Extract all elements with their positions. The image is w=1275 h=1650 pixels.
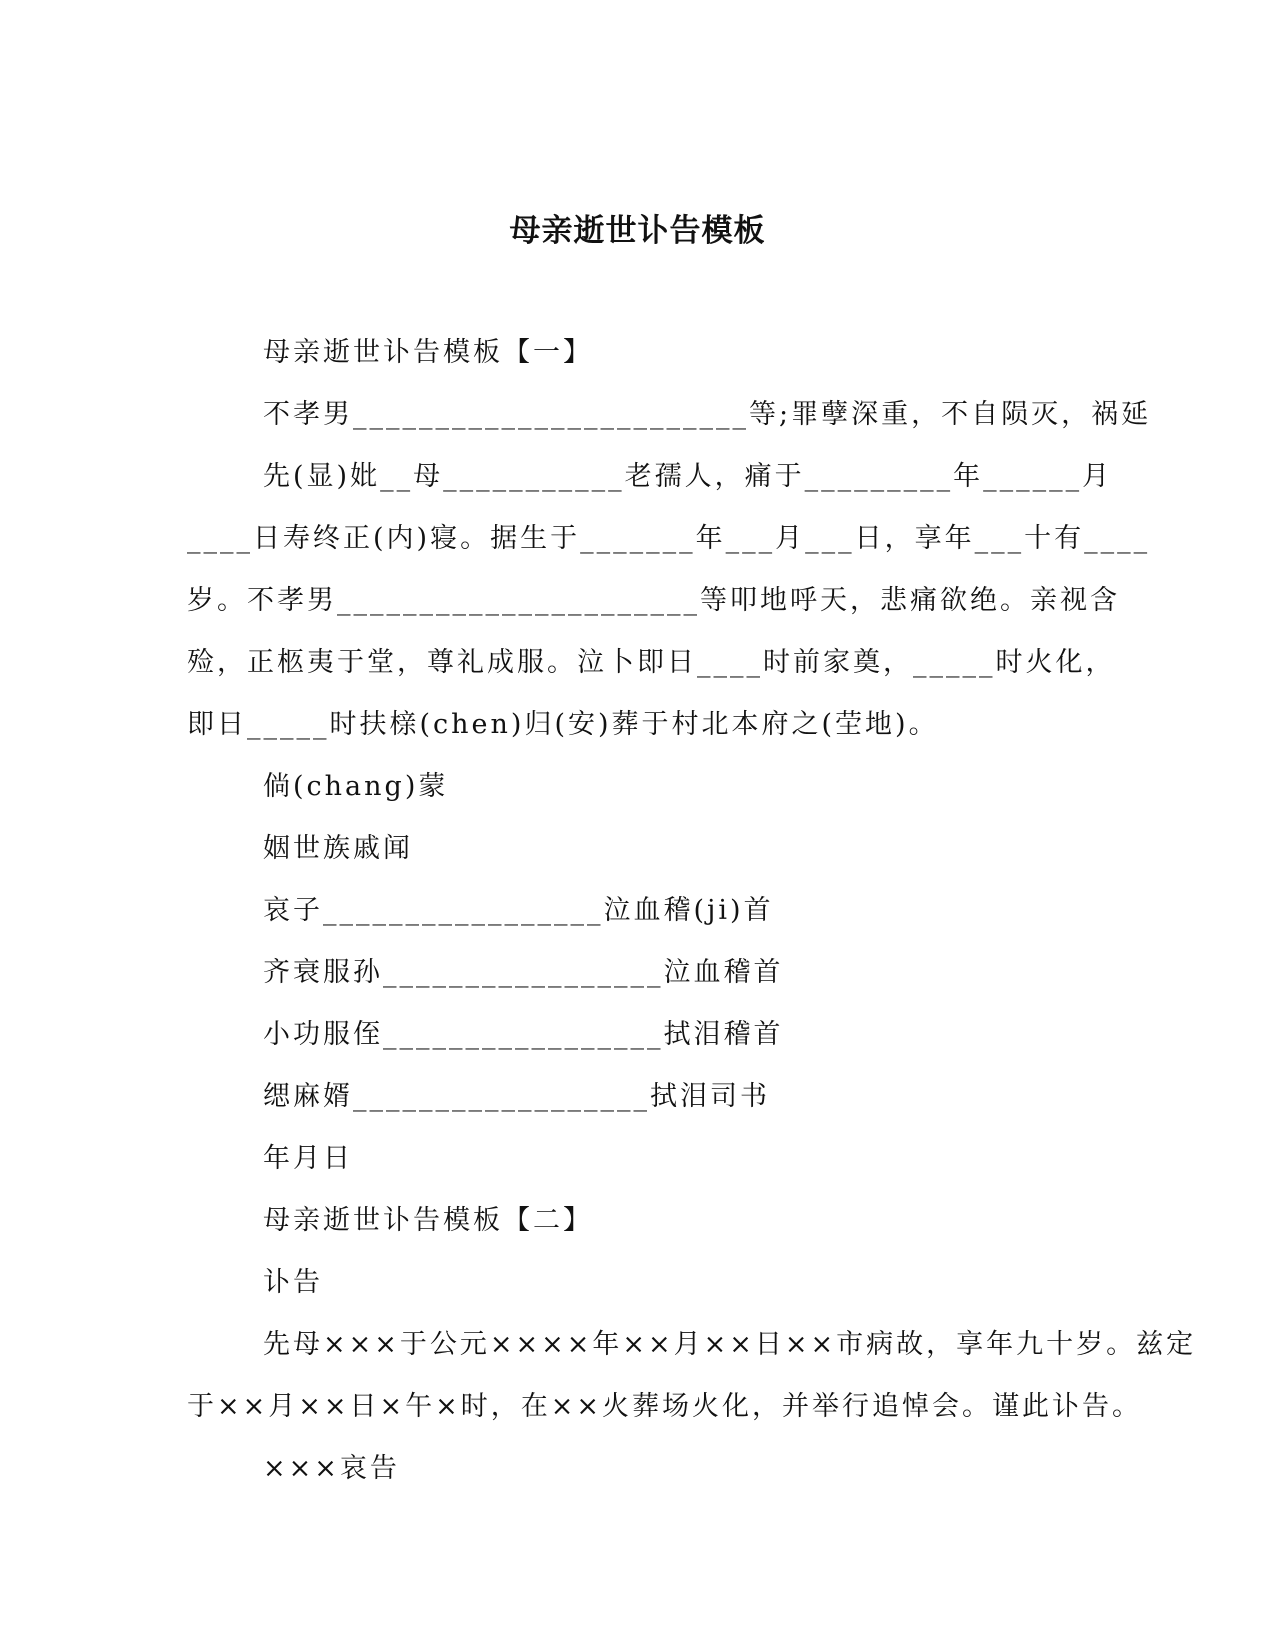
section-heading-1: 母亲逝世讣告模板【一】 [263, 337, 593, 368]
paragraph-line: 姻世族戚闻 [263, 833, 413, 864]
section-heading-2: 母亲逝世讣告模板【二】 [263, 1205, 593, 1236]
paragraph-line: 先(显)妣__母___________老孺人，痛于_________年______月 [263, 461, 1113, 492]
document-title: 母亲逝世讣告模板 [509, 213, 766, 249]
paragraph-line: 不孝男________________________等;罪孽深重，不自陨灭，祸延 [263, 399, 1152, 430]
signature-line: 小功服侄_________________拭泪稽首 [263, 1019, 784, 1050]
paragraph-line: 先母×××于公元××××年××月××日××市病故，享年九十岁。兹定 [263, 1329, 1197, 1360]
paragraph-line: ____日寿终正(内)寝。据生于_______年___月___日，享年___十有____ [187, 523, 1151, 554]
paragraph-line: 于××月××日×午×时，在××火葬场火化，并举行追悼会。谨此讣告。 [187, 1391, 1142, 1422]
signature-line: 哀子_________________泣血稽(ji)首 [263, 895, 774, 926]
notice-heading: 讣告 [263, 1267, 323, 1298]
signature-line: 缌麻婿__________________拭泪司书 [263, 1081, 770, 1112]
paragraph-line: 即日_____时扶榇(chen)归(安)葬于村北本府之(茔地)。 [187, 709, 939, 740]
signature-line: ×××哀告 [263, 1453, 400, 1484]
paragraph-line: 殓，正柩夷于堂，尊礼成服。泣卜即日____时前家奠，_____时火化， [187, 647, 1116, 678]
date-line: 年月日 [263, 1143, 353, 1174]
paragraph-line: 倘(chang)蒙 [263, 771, 449, 802]
document-body [187, 322, 1197, 1500]
signature-line: 齐衰服孙_________________泣血稽首 [263, 957, 784, 988]
paragraph-line: 岁。不孝男______________________等叩地呼天，悲痛欲绝。亲视含 [187, 585, 1120, 616]
